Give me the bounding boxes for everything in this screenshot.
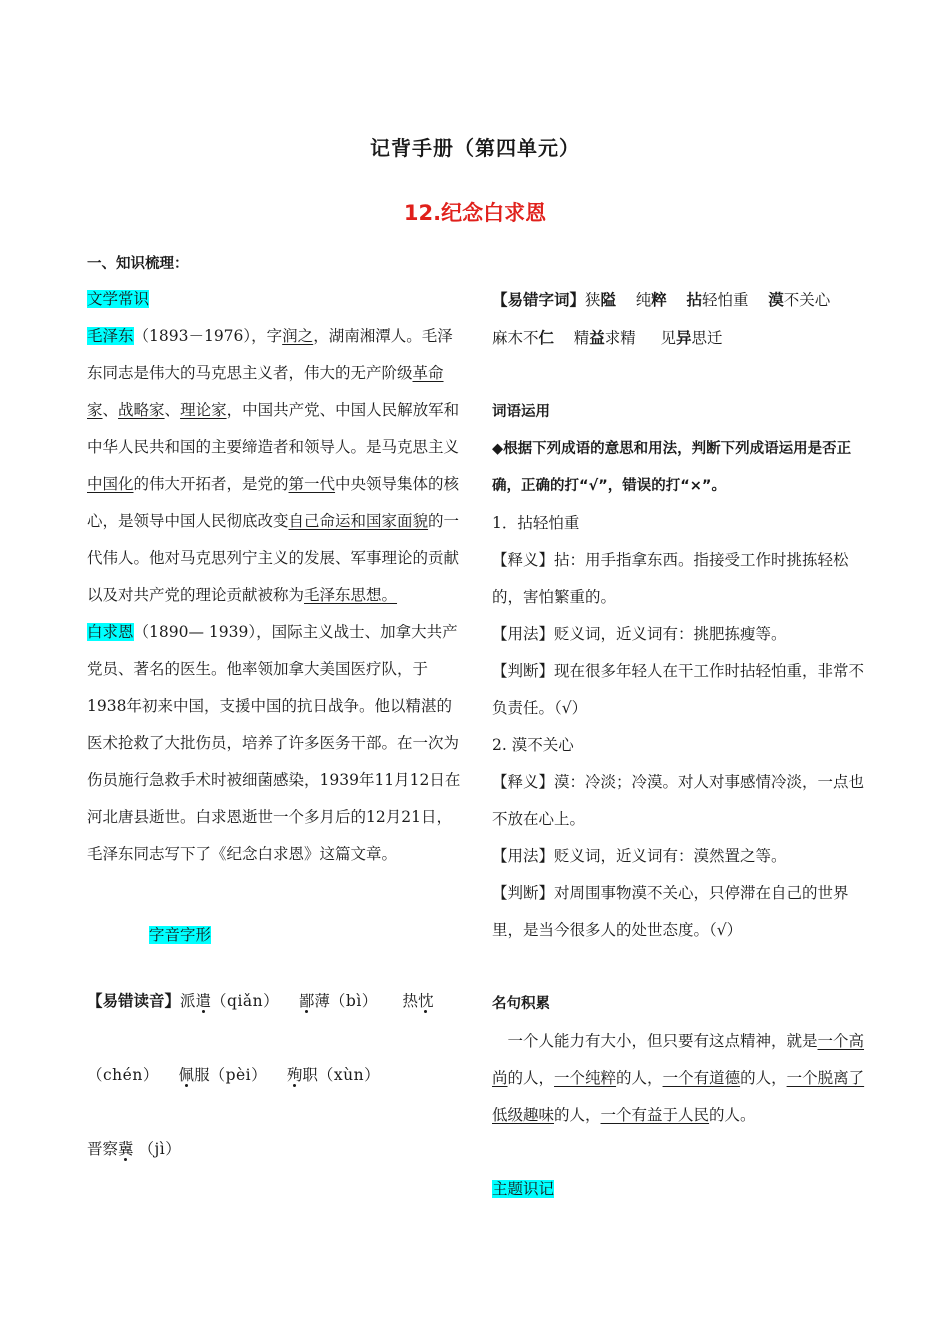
- pron-char: 殉: [286, 1066, 303, 1084]
- usage-label: 【用法】: [492, 847, 555, 865]
- pron-item: [287, 1066, 380, 1084]
- bethune-paragraph: [87, 614, 465, 873]
- pron-post: 职: [302, 1066, 318, 1084]
- idiom2-usage: [492, 838, 870, 875]
- idiom2-meaning: [492, 764, 870, 838]
- underlined-term: 战略家: [118, 401, 165, 419]
- mao-text: （1893－1976），字: [133, 327, 283, 345]
- idiom1-judge: [492, 653, 870, 727]
- pron-char: 忱: [417, 992, 434, 1010]
- quote-heading: 名句积累: [492, 996, 550, 1012]
- usage-instruction: ◆根据下列成语的意思和用法，判断下列成语运用是否正确，正确的打“√”，错误的打“×”。: [492, 441, 852, 494]
- mao-text: 的一代伟人。他对马克思列宁主义的发展、军事理论的贡献以及对共产党的理论贡献被称为: [87, 512, 460, 604]
- typo-pre: 精: [573, 329, 590, 347]
- underlined-term: 第一代: [288, 475, 336, 493]
- mao-name: 毛泽东: [87, 327, 134, 345]
- literature-heading: 文学常识: [87, 290, 150, 308]
- typo-label: 【易错字词】: [492, 290, 586, 309]
- pron-char: 遣: [195, 992, 212, 1010]
- mao-text: ，中国共产党、中国人民解放军和中华人民共和国的主要缔造者和领导人。是马克思主义: [87, 401, 460, 456]
- bethune-name: 白求恩: [87, 623, 134, 641]
- idiom1-title: 1．拈轻怕重: [492, 514, 580, 532]
- right-column: [492, 281, 870, 1208]
- pron-pinyin: （chén）: [87, 1066, 159, 1084]
- typo-pre: 狭: [585, 291, 601, 309]
- pron-pinyin: （pèi）: [209, 1066, 268, 1084]
- meaning-text: 漠：冷淡；冷漠。对人对事感情冷淡，一点也不放在心上。: [492, 773, 865, 828]
- typo-line: [492, 281, 870, 357]
- pron-item: [179, 1066, 268, 1084]
- separator: 、: [102, 401, 119, 419]
- typo-bold: 益: [589, 328, 605, 347]
- mao-text: ，湖南湘潭人。毛泽东同志是伟大的马克思主义者，伟大的无产阶级: [87, 327, 453, 382]
- underlined-term: 一个有益于人民: [600, 1106, 710, 1124]
- typo-bold: 漠: [768, 290, 784, 309]
- underlined-term: 一个脱离了低级趣味: [492, 1069, 865, 1124]
- usage-label: 【用法】: [492, 625, 555, 643]
- quote-text: 的人，: [507, 1069, 555, 1087]
- pron-pre: 热: [402, 992, 418, 1010]
- idiom1-usage: [492, 616, 870, 653]
- pronunciation-line: [87, 964, 465, 1186]
- lesson-title: 12.纪念白求恩: [403, 201, 547, 225]
- separator: 、: [164, 401, 181, 419]
- typo-post: 求精: [604, 329, 636, 347]
- theme-heading: 主题识记: [492, 1180, 555, 1198]
- idiom2-title: 2. 漠不关心: [492, 736, 574, 754]
- pron-pinyin: （xùn）: [317, 1066, 381, 1084]
- underlined-term: 一个纯粹: [554, 1069, 617, 1087]
- typo-post: 不关心: [783, 291, 831, 309]
- judge-label: 【判断】: [492, 662, 555, 680]
- idiom2-judge: [492, 875, 870, 949]
- quote-text: 的人，: [740, 1069, 787, 1087]
- pron-char: 佩: [178, 1066, 195, 1084]
- idiom1-meaning: [492, 542, 870, 616]
- meaning-label: 【释义】: [492, 551, 555, 569]
- underlined-term: 毛泽东思想。: [304, 586, 398, 604]
- underlined-term: 革命家: [87, 364, 444, 419]
- typo-pre: 麻木不: [492, 329, 539, 347]
- typo-bold: 拈: [686, 290, 703, 309]
- pron-pre: 晋察: [87, 1140, 119, 1158]
- judge-text: 现在很多年轻人在干工作时拈轻怕重，非常不负责任。（√）: [492, 662, 865, 717]
- judge-label: 【判断】: [492, 884, 555, 902]
- underlined-term: 理论家: [180, 401, 227, 419]
- usage-text: 贬义词，近义词有：挑肥拣瘦等。: [554, 625, 787, 643]
- quote-text: 的人，: [616, 1069, 663, 1087]
- usage-heading: 词语运用: [492, 404, 550, 420]
- pron-pinyin: （bì）: [329, 992, 378, 1010]
- pron-char: 冀: [118, 1140, 134, 1158]
- meaning-text: 拈：用手指拿东西。指接受工作时挑拣轻松的，害怕繁重的。: [492, 551, 849, 606]
- typo-bold: 异: [675, 328, 692, 347]
- pron-item: [180, 992, 279, 1010]
- underlined-term: 一个有道德: [662, 1069, 741, 1087]
- underlined-term: 中国化: [87, 475, 134, 493]
- pron-post: 薄: [314, 992, 330, 1010]
- underlined-term: 自己命运和国家面貌: [288, 512, 429, 530]
- typo-pre: 见: [660, 329, 676, 347]
- bethune-text: （1890— 1939），国际主义战士、加拿大共产党员、著名的医生。他率领加拿大美国医疗队，于1938年初来中国，支援中国的抗日战争。他以精湛的医术抢救了大批伤员，培养了许多医务干部。在一次为伤员施行急救手术时被细菌感染，1939年11月12日在河北唐县逝世。白求恩逝世一个多月后的12月21日，毛泽东同志写下了《纪念白求恩》这篇文章。: [87, 623, 461, 863]
- typo-pre: 纯: [635, 291, 652, 309]
- left-column: [87, 281, 465, 1186]
- typo-post: 轻怕重: [702, 291, 749, 309]
- mao-text: 的伟大开拓者，是党的: [133, 475, 289, 493]
- mao-text: 中央领导集体的核心，是领导中国人民彻底改变: [87, 475, 460, 530]
- pron-post: 服: [194, 1066, 210, 1084]
- pron-pre: 派: [180, 992, 196, 1010]
- pron-item: [87, 1140, 181, 1158]
- typo-bold: 隘: [600, 290, 617, 309]
- pron-pinyin: （qiǎn）: [211, 992, 280, 1010]
- section-title: 一、知识梳理：: [87, 256, 189, 272]
- pron-char: 鄙: [298, 992, 315, 1010]
- mao-paragraph: [87, 318, 465, 614]
- char-heading: 字音字形: [149, 926, 212, 944]
- pronunciation-label: 【易错读音】: [87, 991, 181, 1010]
- typo-bold: 仁: [538, 328, 555, 347]
- underlined-term: 一个高尚: [492, 1032, 865, 1087]
- quote-paragraph: [492, 1023, 870, 1134]
- page-title: 记背手册（第四单元）: [370, 136, 580, 160]
- typo-post: 思迁: [691, 329, 723, 347]
- pron-pinyin: （jì）: [138, 1140, 182, 1158]
- quote-text: 一个人能力有大小，但只要有这点精神，就是: [507, 1032, 818, 1050]
- quote-text: 的人。: [709, 1106, 756, 1124]
- typo-bold: 粹: [651, 290, 667, 309]
- usage-text: 贬义词，近义词有：漠然置之等。: [554, 847, 787, 865]
- quote-text: 的人，: [554, 1106, 601, 1124]
- judge-text: 对周围事物漠不关心，只停滞在自己的世界里，是当今很多人的处世态度。（√）: [492, 884, 849, 939]
- pron-item: [299, 992, 378, 1010]
- mao-courtesy-name: 润之: [282, 327, 314, 345]
- meaning-label: 【释义】: [492, 773, 555, 791]
